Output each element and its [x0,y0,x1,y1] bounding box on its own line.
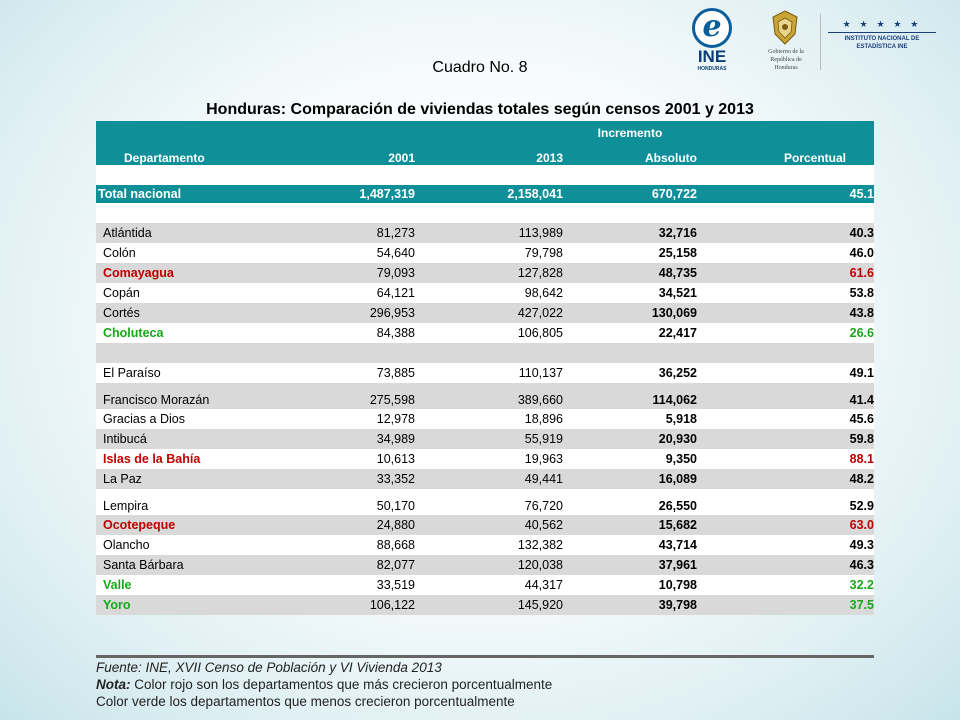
row-departamento: Santa Bárbara [103,558,184,572]
row-2013: 19,963 [524,452,563,466]
row-porcentual: 46.0 [849,246,874,260]
row-departamento: Comayagua [103,266,174,280]
table-row [96,535,874,555]
table-row [96,383,874,409]
table-row [96,303,874,323]
total-abs: 670,722 [651,187,697,201]
row-porcentual: 59.8 [849,432,874,446]
row-departamento: Choluteca [103,326,164,340]
table-body [96,223,874,615]
table-row [96,595,874,615]
ine-logo-text: INE [697,47,727,66]
nota-label: Nota: [96,677,131,692]
source-note: Fuente: INE, XVII Censo de Población y VI Vivienda 2013 [96,660,442,675]
table-row [96,223,874,243]
row-2013: 145,920 [517,598,563,612]
stars-icon: ★ ★ ★ ★ ★ [842,20,922,30]
row-2001: 10,613 [376,452,415,466]
row-2013: 113,989 [518,226,563,240]
row-departamento: Colón [103,246,136,260]
page-title: Honduras: Comparación de viviendas totales según censos 2001 y 2013 [206,101,754,118]
spacer-row [96,203,874,223]
row-2001: 82,077 [376,558,415,572]
row-2013: 76,720 [524,499,563,513]
row-departamento: Cortés [103,306,140,320]
row-absoluto: 10,798 [658,578,697,592]
row-2001: 54,640 [376,246,415,260]
row-2013: 127,828 [517,266,563,280]
header-porcentual: Porcentual [783,151,846,165]
institute-logo [828,20,936,51]
row-2001: 24,880 [376,518,415,532]
row-porcentual: 40.3 [849,226,874,240]
table-row [96,409,874,429]
total-pct: 45.1 [849,187,874,201]
table-row [96,515,874,535]
row-2001: 79,093 [376,266,415,280]
row-absoluto: 43,714 [658,538,697,552]
row-2013: 18,896 [524,412,563,426]
row-absoluto: 20,930 [658,432,697,446]
row-2013: 132,382 [517,538,563,552]
row-departamento: Yoro [103,598,131,612]
row-departamento: Lempira [103,499,149,513]
ine-logo-sub: HONDURAS [697,66,727,72]
row-departamento: Copán [103,286,140,300]
row-absoluto: 130,069 [651,306,697,320]
row-2001: 275,598 [369,393,415,407]
spacer-row [96,343,874,363]
header-2013: 2013 [536,151,563,165]
row-porcentual: 53.8 [849,286,874,300]
institute-name: INSTITUTO NACIONAL DE ESTADÍSTICA INE [844,36,920,50]
row-absoluto: 48,735 [658,266,697,280]
row-porcentual: 61.6 [849,266,874,280]
total-2013: 2,158,041 [507,187,563,201]
table-row [96,363,874,383]
table-header [96,121,874,165]
row-2001: 73,885 [376,366,415,380]
row-departamento: El Paraíso [103,366,161,380]
table-bottom-rule [96,655,874,658]
header-2001: 2001 [388,151,415,165]
header-incremento: Incremento [597,126,663,140]
row-2013: 98,642 [524,286,563,300]
spacer-row [96,165,874,185]
row-2013: 49,441 [524,472,563,486]
table-row [96,283,874,303]
row-2013: 44,317 [524,578,563,592]
row-2013: 40,562 [524,518,563,532]
row-2001: 50,170 [376,499,415,513]
header-departamento: Departamento [124,151,205,165]
row-2001: 34,989 [376,432,415,446]
red-note: Color rojo son los departamentos que más crecieron porcentualmente [130,677,553,692]
government-logo-text: Gobierno de la República de Honduras [768,49,804,71]
row-absoluto: 26,550 [658,499,697,513]
row-2013: 389,660 [517,393,563,407]
row-porcentual: 49.1 [849,366,874,380]
row-porcentual: 49.3 [849,538,874,552]
row-porcentual: 46.3 [849,558,874,572]
row-departamento: Francisco Morazán [103,393,210,407]
table-row [96,429,874,449]
row-absoluto: 22,417 [658,326,697,340]
row-porcentual: 48.2 [849,472,874,486]
row-2013: 55,919 [524,432,563,446]
row-absoluto: 37,961 [658,558,697,572]
table-row [96,575,874,595]
coat-of-arms-icon [770,10,800,46]
row-2001: 64,121 [376,286,415,300]
row-2001: 33,352 [376,472,415,486]
row-2001: 33,519 [376,578,415,592]
row-porcentual: 43.8 [849,306,874,320]
row-absoluto: 114,062 [652,393,697,407]
row-2013: 120,038 [517,558,563,572]
total-2001: 1,487,319 [359,187,415,201]
row-departamento: Atlántida [103,226,152,240]
row-absoluto: 15,682 [658,518,697,532]
row-2013: 427,022 [517,306,563,320]
table-row [96,449,874,469]
row-2001: 12,978 [376,412,415,426]
header-absoluto: Absoluto [645,151,697,165]
row-absoluto: 9,350 [665,452,697,466]
green-note: Color verde los departamentos que menos crecieron porcentualmente [96,694,515,709]
row-porcentual: 32.2 [849,578,874,592]
table-row [96,243,874,263]
row-absoluto: 36,252 [658,366,697,380]
row-2001: 81,273 [376,226,415,240]
table-row [96,323,874,343]
table-row [96,469,874,489]
row-2001: 84,388 [376,326,415,340]
table-row [96,263,874,283]
row-2001: 88,668 [376,538,415,552]
housing-table [96,121,874,615]
row-porcentual: 52.9 [849,499,874,513]
row-departamento: Intibucá [103,432,147,446]
row-departamento: Olancho [103,538,150,552]
row-departamento: Ocotepeque [103,518,176,532]
row-departamento: La Paz [103,472,142,486]
total-dep: Total nacional [98,187,182,201]
row-2001: 106,122 [369,598,415,612]
row-2013: 110,137 [518,366,563,380]
row-2013: 79,798 [524,246,563,260]
notes [96,659,796,710]
table-row [96,489,874,515]
row-departamento: Islas de la Bahía [103,452,201,466]
row-porcentual: 26.6 [849,326,874,340]
row-absoluto: 16,089 [658,472,697,486]
row-absoluto: 5,918 [665,412,697,426]
row-porcentual: 41.4 [849,393,874,407]
total-row [96,185,874,203]
row-absoluto: 32,716 [658,226,697,240]
institute-line [828,32,936,33]
row-departamento: Valle [103,578,132,592]
table-row [96,555,874,575]
row-absoluto: 39,798 [658,598,697,612]
table-number: Cuadro No. 8 [432,59,528,76]
row-porcentual: 63.0 [849,518,874,532]
row-absoluto: 34,521 [658,286,697,300]
row-porcentual: 45.6 [849,412,874,426]
row-departamento: Gracias a Dios [103,412,185,426]
row-porcentual: 37.5 [849,598,874,612]
row-2013: 106,805 [517,326,563,340]
row-2001: 296,953 [369,306,415,320]
ine-e-icon: e [692,8,732,48]
row-absoluto: 25,158 [658,246,697,260]
row-porcentual: 88.1 [849,452,874,466]
